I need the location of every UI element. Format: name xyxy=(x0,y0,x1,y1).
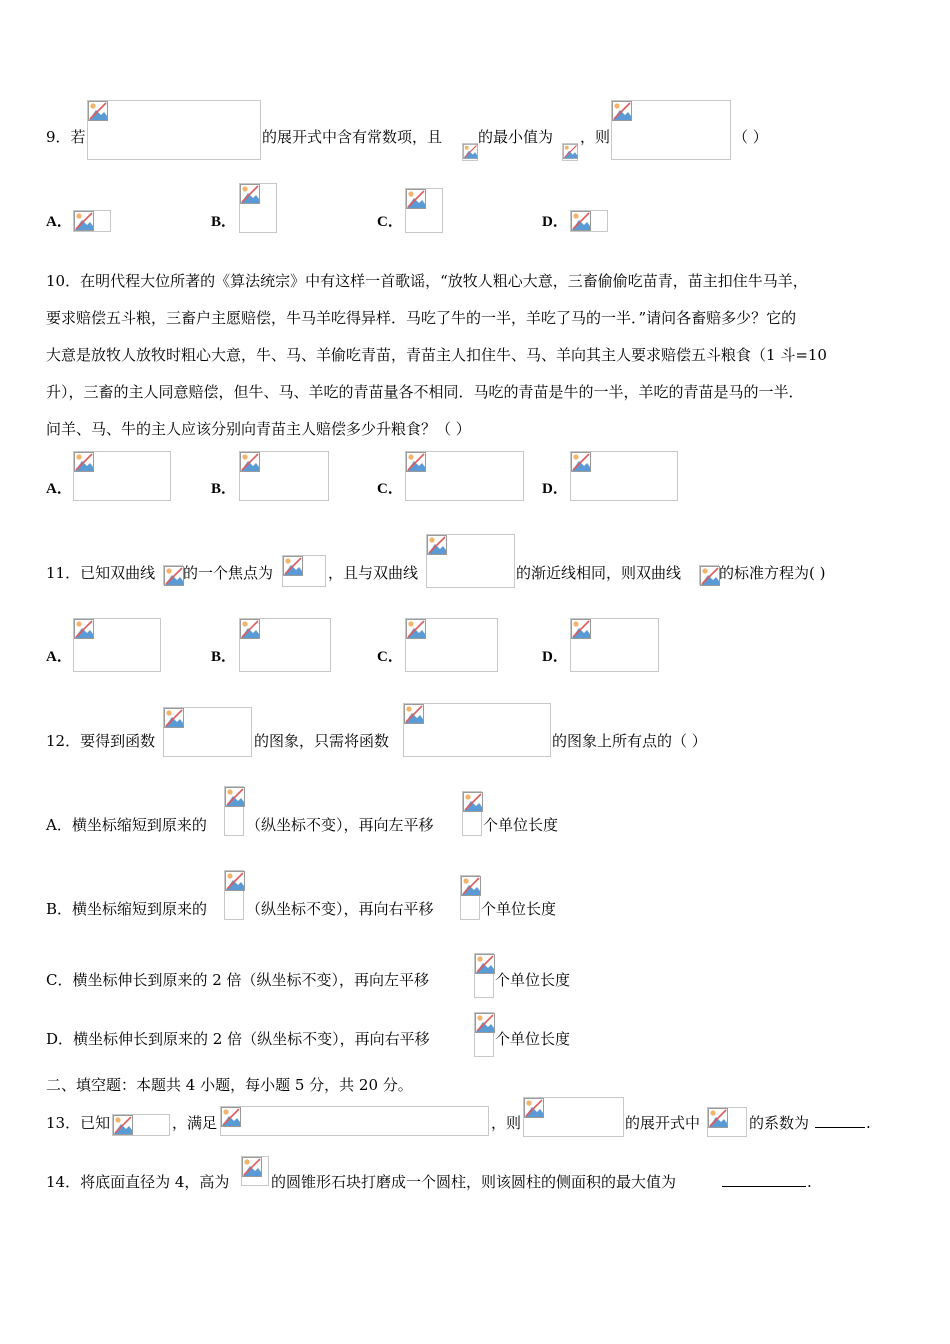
broken-image-icon xyxy=(571,452,591,472)
q9-option-b-label: B． xyxy=(211,214,237,230)
q11-option-c-formula xyxy=(405,618,498,672)
q9-text-3: ，则 xyxy=(580,128,611,146)
broken-image-icon xyxy=(475,1013,495,1033)
q14-text-1: 的圆锥形石块打磨成一个圆柱，则该圆柱的侧面积的最大值为 xyxy=(271,1173,677,1191)
q10-line-4: 升），三畜的主人同意赔偿，但牛、马、羊吃的青苗量各不相同．马吃的青苗是牛的一半，羊吃的青苗是马的一半． xyxy=(46,383,804,401)
broken-image-icon xyxy=(700,566,720,586)
q12-option-d-pre: D．横坐标伸长到原来的 2 倍（纵坐标不变），再向右平移 xyxy=(46,1030,430,1048)
q9-option-d-label: D． xyxy=(542,214,568,230)
q11-option-a-label: A． xyxy=(46,649,72,665)
broken-image-icon xyxy=(708,1108,728,1128)
formula-image xyxy=(462,791,482,836)
q11-option-c-label: C． xyxy=(377,649,403,665)
q14-stem-number: 14．将底面直径为 4，高为 xyxy=(46,1173,230,1191)
q12-option-d-post: 个单位长度 xyxy=(495,1030,571,1048)
broken-image-icon xyxy=(283,556,303,576)
q11-text-3: 的渐近线相同，则双曲线 xyxy=(516,564,682,582)
q13-text-3: 的展开式中 xyxy=(625,1114,701,1132)
broken-image-icon xyxy=(221,1107,241,1127)
broken-image-icon xyxy=(427,535,447,555)
formula-image xyxy=(220,1106,489,1136)
broken-image-icon xyxy=(74,211,94,231)
broken-image-icon xyxy=(164,566,184,586)
formula-image xyxy=(707,1107,747,1137)
formula-image xyxy=(523,1097,624,1137)
q11-stem-number: 11．已知双曲线 xyxy=(46,564,156,582)
q10-line-2: 要求赔偿五斗粮，三畜户主愿赔偿，牛马羊吃得异样．马吃了牛的一半，羊吃了马的一半．”请问各畜赔多少？它的 xyxy=(46,309,797,327)
q12-option-c-pre: C．横坐标伸长到原来的 2 倍（纵坐标不变），再向左平移 xyxy=(46,971,430,989)
q14-answer-blank xyxy=(722,1172,806,1192)
q10-option-b-label: B． xyxy=(211,481,237,497)
formula-image xyxy=(87,100,261,160)
broken-image-icon xyxy=(240,619,260,639)
q12-option-b-post: 个单位长度 xyxy=(481,900,557,918)
q11-option-d-formula xyxy=(570,618,659,672)
q12-option-b-pre: B．横坐标缩短到原来的 xyxy=(46,900,208,918)
broken-image-icon xyxy=(88,101,108,121)
broken-image-icon xyxy=(463,792,483,812)
broken-image-icon xyxy=(240,452,260,472)
q11-option-a-formula xyxy=(73,618,161,672)
q11-option-d-label: D． xyxy=(542,649,568,665)
q9-option-c-label: C． xyxy=(377,214,403,230)
formula-image xyxy=(224,870,244,920)
broken-image-icon xyxy=(225,871,245,891)
q9-option-d-formula xyxy=(570,210,608,232)
broken-image-icon xyxy=(225,787,245,807)
formula-image xyxy=(462,143,478,161)
broken-image-icon xyxy=(475,954,495,974)
broken-image-icon xyxy=(463,144,478,159)
broken-image-icon xyxy=(612,101,632,121)
formula-image xyxy=(282,555,326,587)
q9-text-2: 的最小值为 xyxy=(478,128,554,146)
formula-image xyxy=(112,1114,170,1136)
broken-image-icon xyxy=(406,619,426,639)
formula-image xyxy=(426,534,515,588)
q14-end: . xyxy=(807,1173,812,1191)
formula-image xyxy=(460,875,480,920)
q13-text-2: ，则 xyxy=(491,1114,522,1132)
formula-image xyxy=(224,786,244,836)
broken-image-icon xyxy=(164,708,184,728)
q11-text-4: 的标准方程为( ) xyxy=(719,564,826,582)
q12-option-a-pre: A．横坐标缩短到原来的 xyxy=(46,816,207,834)
q13-text-1: ，满足 xyxy=(172,1114,218,1132)
formula-image xyxy=(163,565,183,585)
q11-text-1: 的一个焦点为 xyxy=(183,564,274,582)
q10-option-d-formula xyxy=(570,451,678,501)
q10-option-c-formula xyxy=(405,451,524,501)
q12-text-2: 的图象上所有点的（ ） xyxy=(552,732,707,750)
q10-line-3: 大意是放牧人放牧时粗心大意，牛、马、羊偷吃青苗，青苗主人扣住牛、马、羊向其主人要求赔偿五斗粮食（1 斗=10 xyxy=(46,346,827,364)
q10-option-c-label: C． xyxy=(377,481,403,497)
q10-option-a-formula xyxy=(73,451,171,501)
q10-option-d-label: D． xyxy=(542,481,568,497)
broken-image-icon xyxy=(74,452,94,472)
q11-option-b-label: B． xyxy=(211,649,237,665)
broken-image-icon xyxy=(404,704,424,724)
q9-answer-paren: （ ） xyxy=(733,128,768,146)
broken-image-icon xyxy=(571,211,591,231)
formula-image xyxy=(699,565,719,585)
q12-option-a-mid: （纵坐标不变），再向左平移 xyxy=(246,816,434,834)
q10-line-1: 10．在明代程大位所著的《算法统宗》中有这样一首歌谣，“放牧人粗心大意，三畜偷偷吃苗青，苗主扣住牛马羊， xyxy=(46,272,808,290)
q11-option-b-formula xyxy=(239,618,331,672)
broken-image-icon xyxy=(461,876,481,896)
q13-stem-number: 13．已知 xyxy=(46,1114,111,1132)
q12-stem-number: 12．要得到函数 xyxy=(46,732,156,750)
q9-option-a-label: A． xyxy=(46,214,72,230)
q13-end: . xyxy=(866,1114,871,1132)
broken-image-icon xyxy=(406,452,426,472)
q9-stem-number: 9．若 xyxy=(46,128,86,146)
q9-text-1: 的展开式中含有常数项，且 xyxy=(262,128,443,146)
formula-image xyxy=(562,143,578,161)
broken-image-icon xyxy=(563,144,578,159)
q9-option-a-formula xyxy=(73,210,111,232)
formula-image xyxy=(241,1156,269,1186)
section-heading: 二、填空题：本题共 4 小题，每小题 5 分，共 20 分。 xyxy=(46,1076,413,1094)
q11-text-2: ，且与双曲线 xyxy=(328,564,419,582)
q12-text-1: 的图象，只需将函数 xyxy=(254,732,390,750)
q10-option-a-label: A． xyxy=(46,481,72,497)
broken-image-icon xyxy=(74,619,94,639)
broken-image-icon xyxy=(240,184,260,204)
broken-image-icon xyxy=(524,1098,544,1118)
formula-image xyxy=(611,100,731,160)
formula-image xyxy=(163,707,252,757)
broken-image-icon xyxy=(113,1115,133,1135)
broken-image-icon xyxy=(406,189,426,209)
formula-image xyxy=(403,703,551,757)
q12-option-b-mid: （纵坐标不变），再向右平移 xyxy=(246,900,434,918)
q13-answer-blank xyxy=(815,1113,865,1133)
broken-image-icon xyxy=(571,619,591,639)
formula-image xyxy=(474,953,494,998)
q9-option-c-formula xyxy=(405,188,443,233)
q12-option-a-post: 个单位长度 xyxy=(483,816,559,834)
q13-text-4: 的系数为 xyxy=(749,1114,810,1132)
broken-image-icon xyxy=(242,1157,262,1177)
q9-option-b-formula xyxy=(239,183,277,233)
q12-option-c-post: 个单位长度 xyxy=(495,971,571,989)
q10-option-b-formula xyxy=(239,451,329,501)
q10-line-5: 问羊、马、牛的主人应该分别向青苗主人赔偿多少升粮食？（ ） xyxy=(46,420,471,438)
formula-image xyxy=(474,1012,494,1057)
